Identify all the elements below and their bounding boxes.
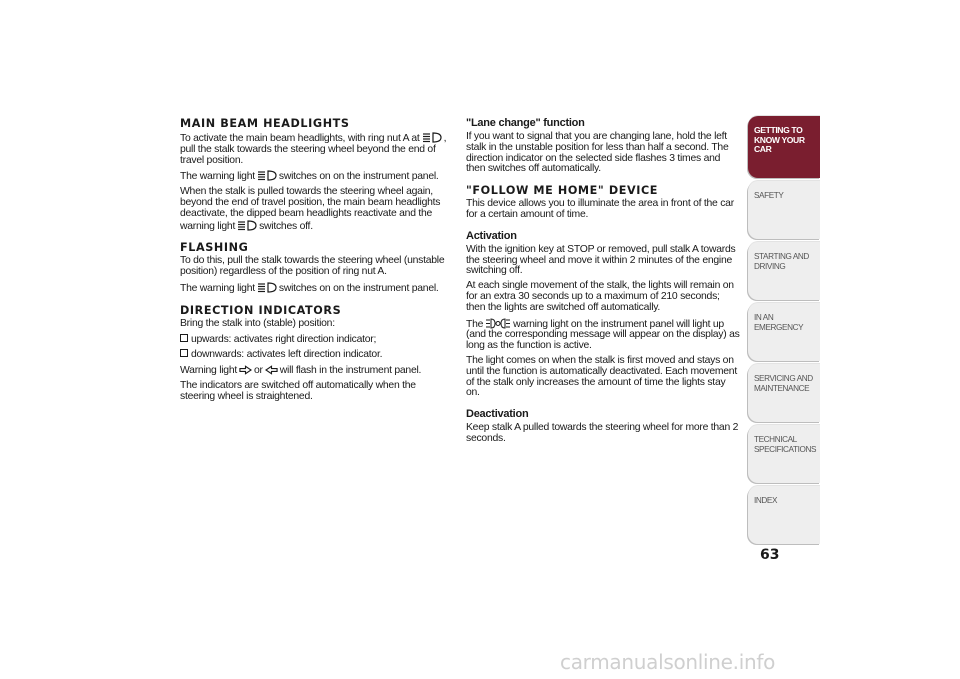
direction-para-2 — [180, 365, 450, 377]
lane-change-para: If you want to signal that you are changing lane, hold the left stalk in the unstable position for less than half a second. The direction indicator on the selected side flashes 3 times and then switches off automatically. — [466, 131, 729, 175]
main-beam-para-1 — [180, 132, 450, 166]
main-beam-section — [180, 117, 450, 232]
text: The warning light — [180, 282, 255, 294]
follow-me-section — [466, 184, 740, 221]
deactivation-heading: Deactivation — [466, 408, 529, 421]
main-beam-icon — [422, 132, 442, 143]
main-beam-icon — [257, 282, 277, 293]
activation-para-1: With the ignition key at STOP or removed, pull stalk A towards the steering wheel and move it within 2 minutes of the engine switching off. — [466, 243, 736, 277]
page-number: 63 — [760, 547, 780, 563]
flashing-para-2 — [180, 282, 450, 295]
tab-technical-specifications[interactable]: TECHNICAL SPECIFICATIONS — [748, 425, 820, 483]
text: will flash in the instrument panel. — [279, 365, 422, 377]
watermark: carmanualsonline.info — [560, 650, 776, 674]
main-beam-icon — [237, 220, 257, 231]
text: switches on on the instrument panel. — [278, 282, 439, 294]
follow-me-heading: "FOLLOW ME HOME" DEVICE — [466, 184, 659, 198]
bullet-icon — [180, 349, 188, 357]
text: upwards: activates right direction indicator; — [191, 333, 377, 345]
text: Warning light — [180, 365, 238, 377]
text: The warning light — [180, 171, 255, 183]
direction-section — [180, 304, 450, 403]
left-column — [180, 117, 450, 407]
text: downwards: activates left direction indicator. — [191, 349, 383, 361]
activation-para-2: At each single movement of the stalk, the lights will remain on for an extra 30 seconds up to a maximum of 210 seconds; then the lights are switched off automatically. — [466, 280, 734, 313]
direction-para-3: The indicators are switched off automatically when the steering wheel is straightened. — [180, 379, 416, 402]
tab-starting-and-driving[interactable]: STARTING AND DRIVING — [748, 242, 820, 300]
tab-safety[interactable]: SAFETY — [748, 181, 820, 239]
flashing-heading: FLASHING — [180, 241, 249, 255]
activation-section — [466, 230, 740, 399]
text: or — [254, 365, 263, 377]
activation-para-4: The light comes on when the stalk is first moved and stays on until the function is automatically deactivated. Each movement of the stalk only increases the amount of time the lights stay on. — [466, 354, 737, 399]
text: warning light on the instrument panel will light up (and the corresponding message will appear on the display) as long as the function is active. — [466, 318, 740, 352]
direction-heading: DIRECTION INDICATORS — [180, 303, 342, 317]
tab-servicing-and-maintenance[interactable]: SERVICING AND MAINTENANCE — [748, 364, 820, 422]
deactivation-section — [466, 408, 740, 445]
activation-heading: Activation — [466, 229, 517, 242]
text: , pull the stalk towards the steering wheel beyond the end of travel position. — [180, 133, 447, 166]
list-item — [180, 349, 450, 361]
chapter-sidebar — [748, 116, 820, 547]
left-arrow-icon — [265, 365, 278, 375]
follow-me-home-icon — [485, 318, 511, 329]
tab-in-an-emergency[interactable]: IN AN EMERGENCY — [748, 303, 820, 361]
text: switches off. — [259, 220, 313, 232]
text: switches on on the instrument panel. — [278, 171, 439, 183]
flashing-para-1: To do this, pull the stalk towards the steering wheel (unstable position) regardless of the position of ring nut A. — [180, 255, 445, 278]
flashing-section — [180, 241, 450, 294]
main-beam-para-2 — [180, 170, 450, 183]
lane-change-section — [466, 117, 740, 175]
activation-para-3 — [466, 318, 740, 352]
lane-change-heading: "Lane change" function — [466, 117, 585, 129]
right-arrow-icon — [239, 365, 252, 375]
text: The — [466, 318, 484, 330]
direction-para-1: Bring the stalk into (stable) position: — [180, 317, 335, 329]
main-beam-para-3 — [180, 187, 450, 232]
list-item — [180, 334, 450, 346]
follow-me-para: This device allows you to illuminate the area in front of the car for a certain amount of time. — [466, 198, 734, 220]
tab-index[interactable]: INDEX — [748, 486, 820, 544]
right-column — [466, 117, 740, 449]
deactivation-para: Keep stalk A pulled towards the steering wheel for more than 2 seconds. — [466, 422, 739, 444]
main-beam-heading: MAIN BEAM HEADLIGHTS — [180, 117, 350, 130]
text: To activate the main beam headlights, with ring nut A at — [180, 133, 420, 144]
tab-getting-to-know-your-car[interactable]: GETTING TO KNOW YOUR CAR — [748, 116, 820, 178]
text: When the stalk is pulled towards the steering wheel again, beyond the end of travel position, the main beam headlights deactivate, the dipped beam headlights reactivate and the warning light — [180, 186, 441, 232]
main-beam-icon — [257, 170, 277, 181]
bullet-icon — [180, 334, 188, 342]
